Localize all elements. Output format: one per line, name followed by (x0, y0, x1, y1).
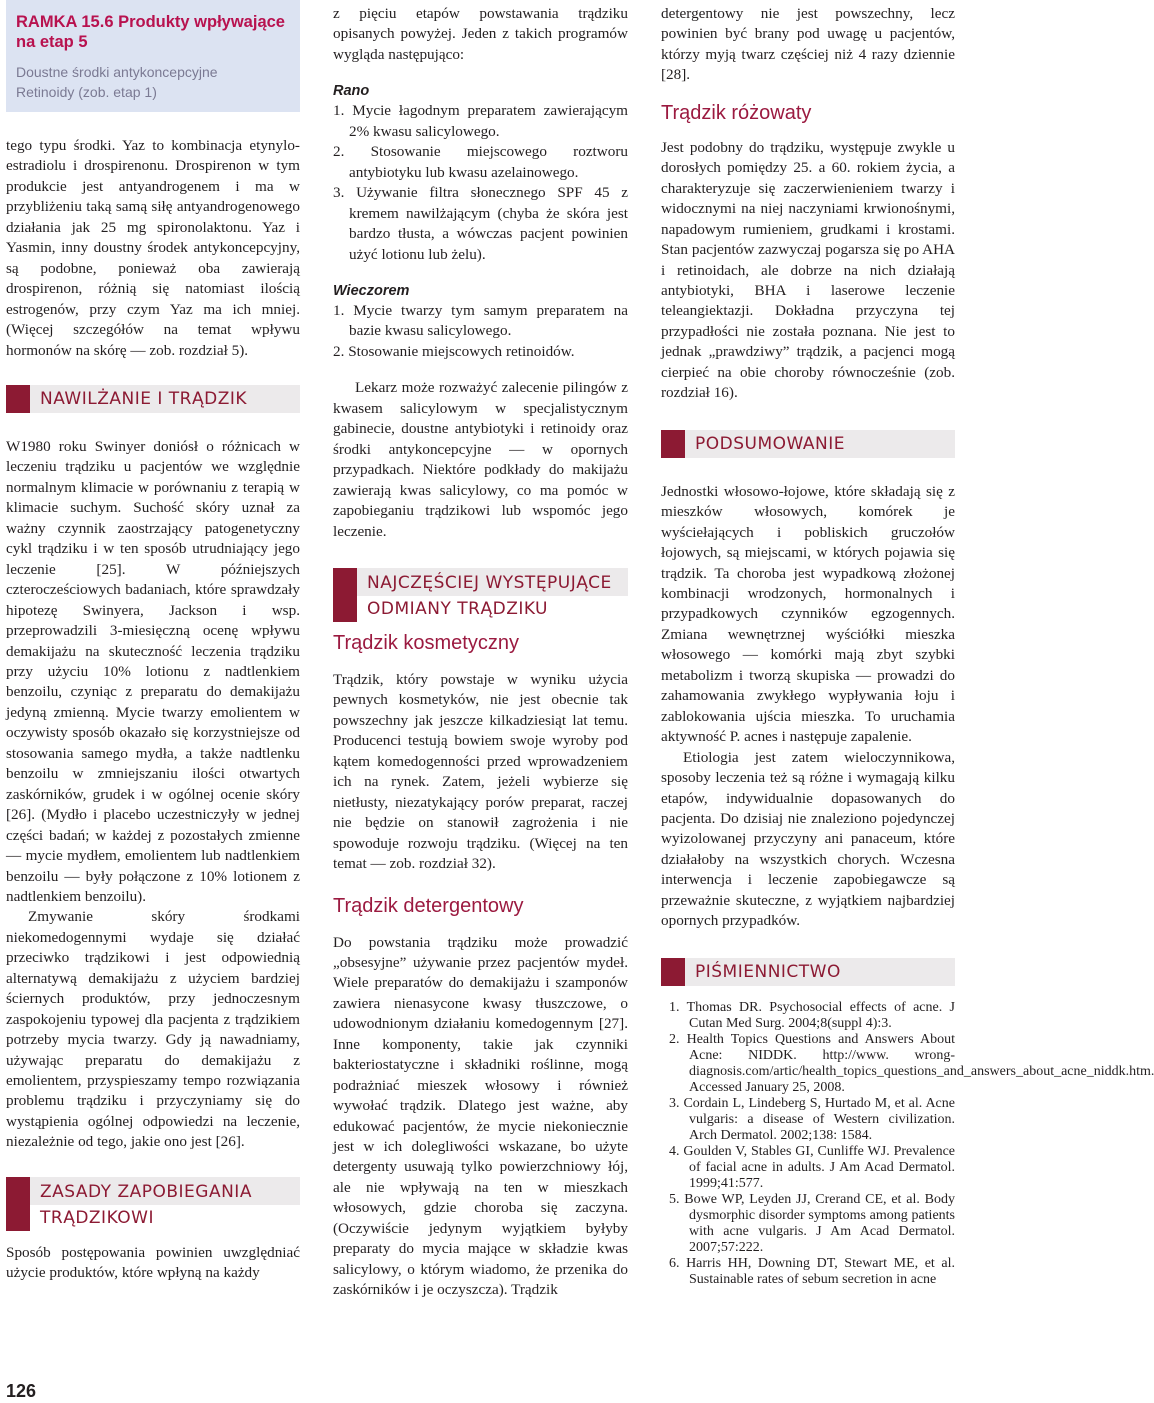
page-number: 126 (6, 1381, 37, 1401)
section-heading (661, 430, 955, 458)
box-item: Doustne środki antykoncepcyjne (16, 64, 218, 80)
reference-item: 6. Harris HH, Downing DT, Stewart ME, et al. Sustainable rates of sebum secretion in acne (669, 1255, 955, 1287)
list-item: 1. Mycie łagodnym preparatem zawierającym 2% kwasu salicylowego. (333, 102, 628, 140)
section-heading (6, 1177, 300, 1231)
heading-square (661, 958, 685, 986)
heading-square (6, 385, 30, 413)
list-item: 3. Używanie filtra słonecznego SPF 45 z kremem nawilżającym (chyba że skóra jest bardzo tłusta, a wówczas pacjent powinien użyć lotionu lub żelu). (333, 184, 628, 263)
heading-line: ZASADY ZAPOBIEGANIA (40, 1181, 252, 1202)
heading-line: NAJCZĘŚCIEJ WYSTĘPUJĄCE (367, 572, 612, 593)
section-heading (661, 958, 955, 986)
heading-line: TRĄDZIKOWI (40, 1207, 154, 1228)
heading-square (661, 430, 685, 458)
subheading: Trądzik różowaty (661, 101, 812, 124)
column-left (6, 0, 300, 1284)
heading-square (6, 1177, 30, 1231)
heading-line: ODMIANY TRĄDZIKU (367, 598, 548, 619)
paragraph: Trądzik, który powstaje w wyniku użycia pewnych kosmetyków, nie jest obecnie tak powszechny jak jeszcze kilkadziesiąt lat temu. Producenci testują bowiem swoje wyroby pod kątem komedogenności przed wprowadzeniem ich na rynek. Zatem, jeżeli wybierze się nietłusty, niezatykający porów preparat, raczej nie będzie on stanowił zagrożenia i nie spowoduje rozwoju trądziku. (Więcej na ten temat — zob. rozdział 32). (333, 670, 628, 873)
heading-text: PODSUMOWANIE (695, 433, 845, 454)
paragraph: Lekarz może rozważyć zalecenie pilingów z kwasem salicylowym w specjalistycznym gabinecie, doustne antybiotyki i retinoidy oraz środki antykoncepcyjne — w opornych przypadkach. Niektóre podkłady do makijażu zawierają kwas salicylowy, co ma pomóc w zapobieganiu trądzikowi lub wspomóc jego leczenie. (333, 379, 628, 540)
heading-text: PIŚMIENNICTWO (695, 961, 841, 982)
paragraph: Etiologia jest zatem wieloczynnikowa, sposoby leczenia też są różne i wymagają kilku etapów, indywidualnie dopasowanych do pacjenta. Do dzisiaj nie znaleziono pojedynczej wyizolowanej przyczyny ani panaceum, które działałoby na wszystkich chorych. Wczesna interwencja i leczenie zapobiegawcze są przeważnie skuteczne, z wyjątkiem najbardziej opornych przypadków. (661, 748, 955, 930)
list-label: Wieczorem (333, 282, 410, 299)
reference-item: 2. Health Topics Questions and Answers About Acne: NIDDK. http://www. wrong-diagnosis.com/artic/health_topics_questions_and_answers_about_acne_niddk.htm. Accessed January 25, 2008. (669, 1031, 1154, 1095)
paragraph: z pięciu etapów powstawania trądziku opisanych powyżej. Jeden z takich programów wygląda następująco: (333, 5, 628, 63)
paragraph: W1980 roku Swinyer doniósł o różnicach w leczeniu trądziku u pacjentów we względnie normalnym klimacie w porównaniu z terapią w klimacie suchym. Suchość skóry uznał za ważny czynnik zaostrzający patogenetyczny cykl trądziku i w ten sposób utrudniający jego leczenie [25]. W późniejszych czterocześciowych badaniach, które sprawdzały hipotezę Swinyera, Jackson i wsp. przeprowadzili 3-miesięczną ocenę wpływu demakijażu na skuteczność leczenia trądziku przy użyciu 10% lotionu z nadtlenkiem benzoilu, czyniąc z preparatu do demakijażu jedyną zmienną. Mycie twarzy emolientem w oczywisty sposób okazało się korzystniejsze od stosowania samego mydła, a także nadtlenku benzoilu w zmniejszaniu ilości otwartych zaskórników, grudek i w ogólnej ocenie skóry [26]. (Mydło i placebo uczestniczyły w jednej części badań; w każdej z pozostałych zmienne — mycie mydłem, emolientem lub nadtlenkiem benzoilu — były połączone z 10% lotionem z nadtlenkiem benzoilu). (6, 437, 300, 905)
paragraph: Jednostki włosowo-łojowe, które składają się z mieszków włosowych, komórek je wyściełających i pobliskich gruczołów łojowych, są miejscami, w których pojawia się trądzik. Ta choroba jest wypadkową złożonej kombinacji wrodzonych, hormonalnych i przypadkowych czynników egzogennych. Zmiana wewnętrznej wyściółki mieszka włosowego — komórki mają zbyt szybki metabolizm i tworzą skupiska — prowadzi do zahamowania zwykłego wypływania łoju i zablokowania ujścia mieszka. To uruchamia aktywność P. acnes i następuje zapalenie. (661, 482, 955, 746)
box-title: RAMKA 15.6 Produkty wpływające na etap 5 (16, 13, 285, 51)
list-item: 2. Stosowanie miejscowych retinoidów. (333, 342, 575, 360)
paragraph: Jest podobny do trądziku, występuje zwykle u dorosłych pomiędzy 25. a 60. rokiem życia, a charakteryzuje się zaczerwienieniem twarzy i widocznymi na niej naczyniami krwionośnymi, napadowym rumieniem, grudkami i krostami. Stan pacjentów zazwyczaj pogarsza się po AHA i retinoidach, ale dobrze na nich działają antybiotyki, BHA i laserowe leczenie teleangiektazji. Dokładna przyczyna tej przypadłości nie została poznana. Nie jest to jednak „prawdziwy” trądzik, a pacjenci mogą cierpieć na obie choroby równocześnie (zob. rozdział 16). (661, 138, 955, 402)
heading-text: NAWILŻANIE I TRĄDZIK (40, 388, 248, 409)
section-heading (6, 385, 300, 413)
column-middle (333, 0, 628, 1301)
reference-list (661, 999, 1154, 1288)
heading-text (40, 1179, 252, 1231)
column-right (661, 0, 1154, 1288)
paragraph: detergentowy nie jest powszechny, lecz powinien być brany pod uwagę u pacjentów, którzy myją twarz częściej niż 4 razy dziennie [28]. (661, 5, 955, 84)
subheading: Trądzik detergentowy (333, 894, 524, 917)
list-label: Rano (333, 83, 370, 100)
list-item: 2. Stosowanie miejscowego roztworu antybiotyku lub kwasu azelainowego. (333, 143, 628, 181)
paragraph: Zmywanie skóry środkami niekomedogennymi wydaje się działać przeciwko trądzikowi i jest odpowiednią alternatywą demakijażu z użyciem bardziej ściernych produktów, przy jednoczesnym zaspokojeniu typowej dla pacjenta z trądzikiem potrzeby mycia twarzy. Gdy ją nawadniamy, używając preparatu do demakijażu z emolientem, przyspieszamy tempo rozwiązania problemu trądziku i przyczyniamy się do wystąpienia ogólnej odpowiedzi na leczenie, niezależnie od tego, jakie ono jest [26]. (6, 908, 300, 1151)
box-item: Retinoidy (zob. etap 1) (16, 84, 157, 100)
reference-item: 5. Bowe WP, Leyden JJ, Crerand CE, et al. Body dysmorphic disorder symptoms among patients with acne vulgaris. J Am Acad Dermatol. 2007;57:222. (669, 1191, 955, 1255)
paragraph: tego typu środki. Yaz to kombinacja etynylo-estradiolu i drospirenonu. Drospirenon w tym produkcie jest antyandrogenem i ma w przybliżeniu taką samą siłę antyandrogenowego działania jak 25 mg spironolaktonu. Yaz i Yasmin, inny doustny środek antykoncepcyjny, są podobne, ponieważ oba zawierają drospirenon, różnią się natomiast ilością estrogenów, przy czym Yaz ma ich mniej. (Więcej szczegółów na temat wpływu hormonów na skórę — zob. rozdział 5). (6, 137, 300, 359)
heading-square (333, 568, 357, 622)
subheading: Trądzik kosmetyczny (333, 631, 519, 654)
paragraph: Do powstania trądziku może prowadzić „obsesyjne” używanie przez pacjentów mydeł. Wiele preparatów do demakijażu i szamponów zawiera nienasycone kwasy tłuszczowe, o udowodnionym działaniu komedogennym [27]. Inne komponenty, takie jak czynniki bakteriostatyczne i składniki roślinne, mogą podrażniać mieszek włosowy i również wywołać trądzik. Dlatego jest ważne, aby edukować pacjentów, że mycie niekoniecznie jest w ich dolegliwości wskazane, bo użyte detergenty usuwają tylko powierzchniowy łój, ale nie wpływają na ten w mieszkach włosowych, gdzie choroba się zaczyna. (Oczywiście jedynym wyjątkiem byłyby preparaty do mycia mające w składzie kwas salicylowy, o którym wiadomo, że przenika do zaskórników i je oczyszcza). Trądzik (333, 933, 628, 1299)
sidebar-box (6, 0, 300, 112)
reference-item: 3. Cordain L, Lindeberg S, Hurtado M, et al. Acne vulgaris: a disease of Western civilization. Arch Dermatol. 2002;138: 1584. (669, 1095, 955, 1143)
paragraph: Sposób postępowania powinien uwzględniać użycie produktów, które wpłyną na każdy (6, 1243, 300, 1282)
list-item: 1. Mycie twarzy tym samym preparatem na bazie kwasu salicylowego. (333, 301, 628, 340)
section-heading (333, 568, 628, 622)
reference-item: 1. Thomas DR. Psychosocial effects of acne. J Cutan Med Surg. 2004;8(suppl 4):3. (669, 999, 955, 1031)
reference-item: 4. Goulden V, Stables GI, Cunliffe WJ. Prevalence of facial acne in adults. J Am Acad Dermatol. 1999;41:577. (669, 1143, 955, 1191)
heading-text (367, 570, 612, 622)
